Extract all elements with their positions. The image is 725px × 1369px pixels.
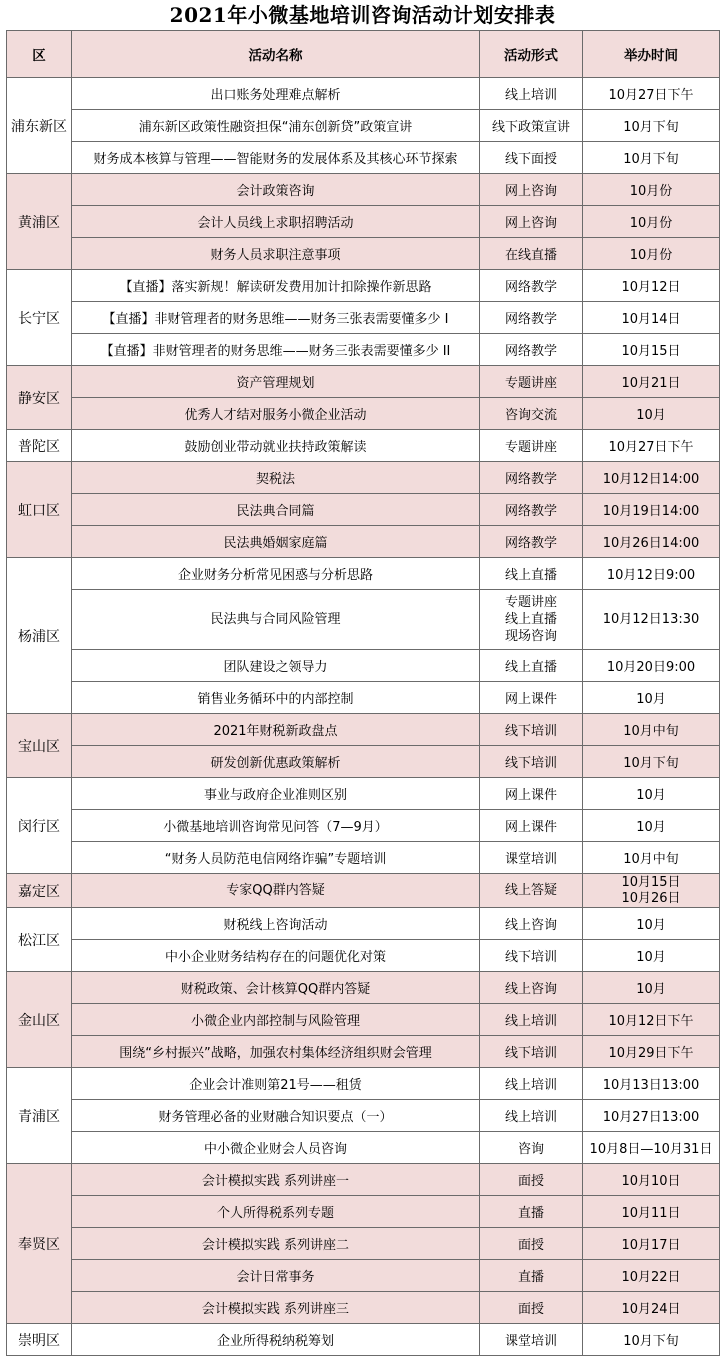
table-row	[7, 1196, 720, 1228]
activity-time-cell: 10月下旬	[583, 1324, 720, 1356]
activity-form-cell: 课堂培训	[480, 1324, 583, 1356]
activity-form-cell: 面授	[480, 1292, 583, 1324]
activity-name-cell: 企业所得税纳税筹划	[72, 1324, 480, 1356]
activity-time-cell: 10月14日	[583, 302, 720, 334]
activity-time-cell: 10月8日—10月31日	[583, 1132, 720, 1164]
table-row	[7, 78, 720, 110]
activity-form-cell: 网络教学	[480, 270, 583, 302]
activity-time-cell: 10月27日13:00	[583, 1100, 720, 1132]
activity-time-cell: 10月10日	[583, 1164, 720, 1196]
table-row	[7, 1324, 720, 1356]
district-cell: 金山区	[7, 972, 72, 1068]
activity-time-cell: 10月12日13:30	[583, 590, 720, 650]
table-row	[7, 874, 720, 908]
table-row	[7, 110, 720, 142]
activity-form-cell: 咨询交流	[480, 398, 583, 430]
district-cell: 黄浦区	[7, 174, 72, 270]
district-cell: 普陀区	[7, 430, 72, 462]
activity-name-cell: 研发创新优惠政策解析	[72, 746, 480, 778]
district-cell: 静安区	[7, 366, 72, 430]
activity-time-cell: 10月21日	[583, 366, 720, 398]
district-cell: 杨浦区	[7, 558, 72, 714]
district-cell: 嘉定区	[7, 874, 72, 908]
activity-name-cell: 会计模拟实践 系列讲座一	[72, 1164, 480, 1196]
district-cell: 长宁区	[7, 270, 72, 366]
activity-form-cell: 网上咨询	[480, 206, 583, 238]
activity-time-cell: 10月12日下午	[583, 1004, 720, 1036]
activity-form-cell: 网络教学	[480, 302, 583, 334]
activity-form-cell: 直播	[480, 1260, 583, 1292]
table-row	[7, 398, 720, 430]
activity-form-cell: 线下培训	[480, 746, 583, 778]
activity-name-cell: 小微企业内部控制与风险管理	[72, 1004, 480, 1036]
table-row	[7, 494, 720, 526]
activity-form-cell: 网络教学	[480, 494, 583, 526]
district-cell: 宝山区	[7, 714, 72, 778]
table-row	[7, 366, 720, 398]
table-row	[7, 682, 720, 714]
table-row	[7, 1132, 720, 1164]
activity-name-cell: 【直播】落实新规！解读研发费用加计扣除操作新思路	[72, 270, 480, 302]
activity-time-cell: 10月下旬	[583, 142, 720, 174]
district-cell: 青浦区	[7, 1068, 72, 1164]
activity-name-cell: 契税法	[72, 462, 480, 494]
activity-form-cell: 课堂培训	[480, 842, 583, 874]
table-row	[7, 270, 720, 302]
activity-time-cell: 10月下旬	[583, 110, 720, 142]
activity-name-cell: 财务成本核算与管理——智能财务的发展体系及其核心环节探索	[72, 142, 480, 174]
activity-name-cell: 浦东新区政策性融资担保“浦东创新贷”政策宣讲	[72, 110, 480, 142]
activity-form-cell: 线下政策宣讲	[480, 110, 583, 142]
activity-form-cell: 线上培训	[480, 78, 583, 110]
activity-name-cell: 财务人员求职注意事项	[72, 238, 480, 270]
activity-name-cell: 鼓励创业带动就业扶持政策解读	[72, 430, 480, 462]
activity-name-cell: 小微基地培训咨询常见问答（7—9月）	[72, 810, 480, 842]
activity-form-cell: 线上咨询	[480, 908, 583, 940]
table-row	[7, 142, 720, 174]
activity-form-cell: 线上培训	[480, 1004, 583, 1036]
activity-name-cell: 会计日常事务	[72, 1260, 480, 1292]
activity-name-cell: 专家QQ群内答疑	[72, 874, 480, 908]
table-body	[7, 78, 720, 1356]
header-row	[7, 31, 720, 78]
table-row	[7, 972, 720, 1004]
table-row	[7, 334, 720, 366]
table-row	[7, 778, 720, 810]
activity-form-cell: 线上答疑	[480, 874, 583, 908]
table-row	[7, 1292, 720, 1324]
activity-form-cell: 线上咨询	[480, 972, 583, 1004]
table-row	[7, 206, 720, 238]
activity-form-cell: 直播	[480, 1196, 583, 1228]
activity-form-cell: 网上课件	[480, 682, 583, 714]
activity-name-cell: 优秀人才结对服务小微企业活动	[72, 398, 480, 430]
district-cell: 闵行区	[7, 778, 72, 874]
activity-time-cell: 10月	[583, 972, 720, 1004]
activity-time-cell: 10月中旬	[583, 714, 720, 746]
activity-form-cell: 线上培训	[480, 1068, 583, 1100]
activity-name-cell: 中小微企业财会人员咨询	[72, 1132, 480, 1164]
activity-name-cell: 资产管理规划	[72, 366, 480, 398]
activity-time-cell: 10月15日 10月26日	[583, 874, 720, 908]
activity-form-cell: 网络教学	[480, 462, 583, 494]
activity-form-cell: 网上课件	[480, 810, 583, 842]
activity-form-cell: 线下培训	[480, 1036, 583, 1068]
activity-name-cell: 事业与政府企业准则区别	[72, 778, 480, 810]
table-row	[7, 746, 720, 778]
activity-time-cell: 10月	[583, 940, 720, 972]
activity-form-cell: 网络教学	[480, 334, 583, 366]
activity-form-cell: 专题讲座	[480, 366, 583, 398]
activity-schedule-table	[6, 30, 720, 1356]
table-row	[7, 908, 720, 940]
table-row	[7, 1004, 720, 1036]
activity-name-cell: 企业会计准则第21号——租赁	[72, 1068, 480, 1100]
activity-time-cell: 10月13日13:00	[583, 1068, 720, 1100]
district-cell: 崇明区	[7, 1324, 72, 1356]
table-row	[7, 650, 720, 682]
activity-time-cell: 10月12日14:00	[583, 462, 720, 494]
table-row	[7, 558, 720, 590]
table-row	[7, 1260, 720, 1292]
table-row	[7, 302, 720, 334]
activity-time-cell: 10月11日	[583, 1196, 720, 1228]
page-title: 2021年小微基地培训咨询活动计划安排表	[169, 3, 556, 27]
activity-form-cell: 面授	[480, 1164, 583, 1196]
activity-name-cell: 2021年财税新政盘点	[72, 714, 480, 746]
activity-form-cell: 线下培训	[480, 940, 583, 972]
table-row	[7, 714, 720, 746]
activity-time-cell: 10月	[583, 682, 720, 714]
table-row	[7, 238, 720, 270]
activity-time-cell: 10月19日14:00	[583, 494, 720, 526]
activity-time-cell: 10月	[583, 778, 720, 810]
activity-time-cell: 10月20日9:00	[583, 650, 720, 682]
activity-name-cell: 【直播】非财管理者的财务思维——财务三张表需要懂多少 I	[72, 302, 480, 334]
activity-name-cell: 围绕“乡村振兴”战略，加强农村集体经济组织财会管理	[72, 1036, 480, 1068]
table-row	[7, 842, 720, 874]
activity-time-cell: 10月	[583, 810, 720, 842]
table-row	[7, 526, 720, 558]
table-row	[7, 1100, 720, 1132]
column-header-activity-form: 活动形式	[480, 31, 583, 78]
activity-name-cell: 团队建设之领导力	[72, 650, 480, 682]
activity-time-cell: 10月15日	[583, 334, 720, 366]
activity-time-cell: 10月17日	[583, 1228, 720, 1260]
table-row	[7, 1068, 720, 1100]
activity-form-cell: 咨询	[480, 1132, 583, 1164]
activity-time-cell: 10月12日	[583, 270, 720, 302]
activity-time-cell: 10月12日9:00	[583, 558, 720, 590]
activity-name-cell: 会计人员线上求职招聘活动	[72, 206, 480, 238]
activity-time-cell: 10月份	[583, 238, 720, 270]
activity-time-cell: 10月29日下午	[583, 1036, 720, 1068]
table-row	[7, 174, 720, 206]
table-row	[7, 940, 720, 972]
activity-name-cell: “财务人员防范电信网络诈骗”专题培训	[72, 842, 480, 874]
activity-form-cell: 在线直播	[480, 238, 583, 270]
column-header-time: 举办时间	[583, 31, 720, 78]
activity-time-cell: 10月22日	[583, 1260, 720, 1292]
activity-time-cell: 10月份	[583, 174, 720, 206]
activity-time-cell: 10月24日	[583, 1292, 720, 1324]
activity-form-cell: 线上培训	[480, 1100, 583, 1132]
district-cell: 松江区	[7, 908, 72, 972]
activity-name-cell: 民法典与合同风险管理	[72, 590, 480, 650]
activity-time-cell: 10月	[583, 908, 720, 940]
table-row	[7, 1228, 720, 1260]
table-row	[7, 1164, 720, 1196]
district-cell: 奉贤区	[7, 1164, 72, 1324]
column-header-district: 区	[7, 31, 72, 78]
activity-form-cell: 网上咨询	[480, 174, 583, 206]
activity-form-cell: 专题讲座	[480, 430, 583, 462]
activity-name-cell: 中小企业财务结构存在的问题优化对策	[72, 940, 480, 972]
activity-name-cell: 销售业务循环中的内部控制	[72, 682, 480, 714]
activity-time-cell: 10月下旬	[583, 746, 720, 778]
activity-name-cell: 民法典合同篇	[72, 494, 480, 526]
activity-time-cell: 10月份	[583, 206, 720, 238]
activity-name-cell: 个人所得税系列专题	[72, 1196, 480, 1228]
activity-form-cell: 线上直播	[480, 558, 583, 590]
activity-time-cell: 10月26日14:00	[583, 526, 720, 558]
district-cell: 浦东新区	[7, 78, 72, 174]
table-row	[7, 590, 720, 650]
activity-name-cell: 民法典婚姻家庭篇	[72, 526, 480, 558]
activity-name-cell: 财务管理必备的业财融合知识要点（一）	[72, 1100, 480, 1132]
activity-name-cell: 财税政策、会计核算QQ群内答疑	[72, 972, 480, 1004]
activity-form-cell: 面授	[480, 1228, 583, 1260]
activity-name-cell: 出口账务处理难点解析	[72, 78, 480, 110]
table-row	[7, 810, 720, 842]
table-row	[7, 430, 720, 462]
activity-form-cell: 线下培训	[480, 714, 583, 746]
activity-time-cell: 10月中旬	[583, 842, 720, 874]
activity-name-cell: 会计政策咨询	[72, 174, 480, 206]
table-row	[7, 462, 720, 494]
activity-name-cell: 会计模拟实践 系列讲座二	[72, 1228, 480, 1260]
activity-time-cell: 10月27日下午	[583, 430, 720, 462]
activity-name-cell: 会计模拟实践 系列讲座三	[72, 1292, 480, 1324]
activity-form-cell: 专题讲座 线上直播 现场咨询	[480, 590, 583, 650]
activity-time-cell: 10月	[583, 398, 720, 430]
activity-form-cell: 网络教学	[480, 526, 583, 558]
district-cell: 虹口区	[7, 462, 72, 558]
activity-form-cell: 网上课件	[480, 778, 583, 810]
activity-name-cell: 财税线上咨询活动	[72, 908, 480, 940]
activity-form-cell: 线上直播	[480, 650, 583, 682]
activity-form-cell: 线下面授	[480, 142, 583, 174]
column-header-activity-name: 活动名称	[72, 31, 480, 78]
table-row	[7, 1036, 720, 1068]
activity-name-cell: 【直播】非财管理者的财务思维——财务三张表需要懂多少 II	[72, 334, 480, 366]
activity-time-cell: 10月27日下午	[583, 78, 720, 110]
activity-name-cell: 企业财务分析常见困惑与分析思路	[72, 558, 480, 590]
